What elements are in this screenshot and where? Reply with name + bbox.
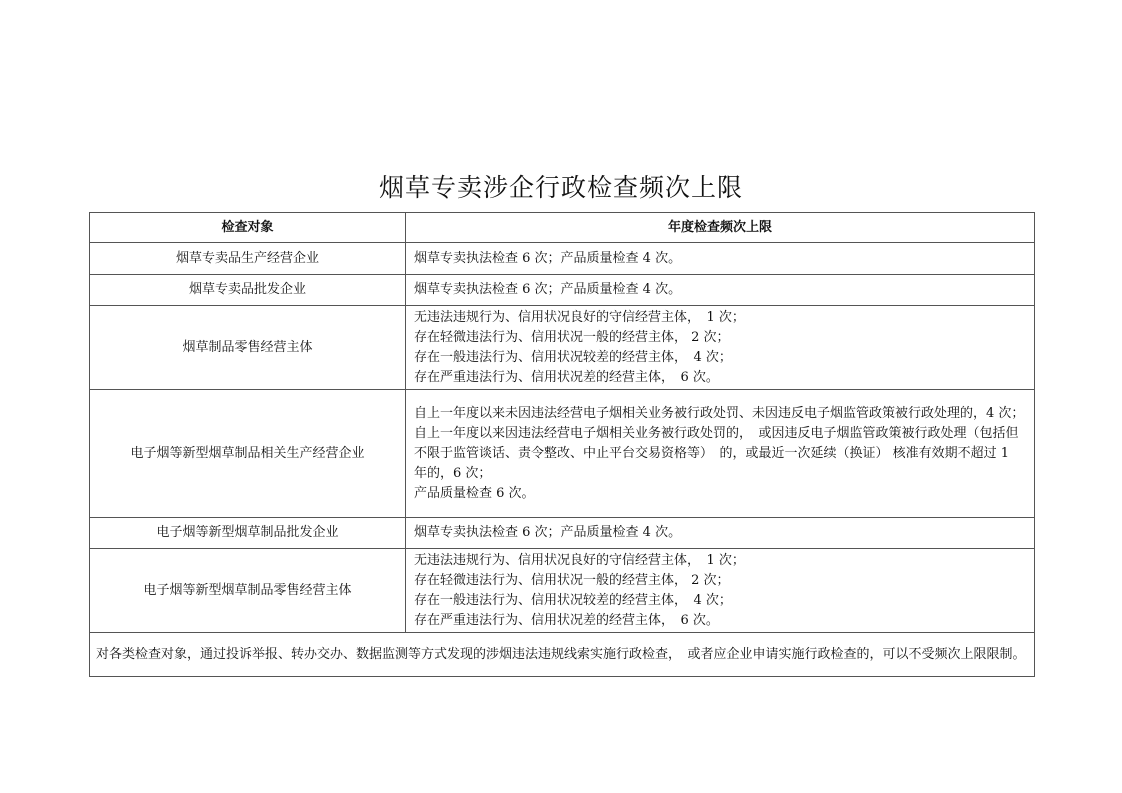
inspection-object-cell: 电子烟等新型烟草制品相关生产经营企业 xyxy=(90,390,406,518)
table-row xyxy=(90,275,1035,306)
limit-line: 烟草专卖执法检查 6 次；产品质量检查 4 次。 xyxy=(414,525,682,540)
limit-line: 自上一年度以来因违法经营电子烟相关业务被行政处罚的， 或因违反电子烟监管政策被行政处理（包括但不限于监管谈话、责令整改、中止平台交易资格等） 的，或最近一次延续（换证） 核准有效期不超过 1 年的，6 次； xyxy=(414,425,1019,481)
limit-line: 烟草专卖执法检查 6 次；产品质量检查 4 次。 xyxy=(414,282,682,297)
limit-line: 存在一般违法行为、信用状况较差的经营主体， 4 次； xyxy=(414,592,732,608)
limit-line: 存在严重违法行为、信用状况差的经营主体， 6 次。 xyxy=(414,369,719,385)
frequency-limit-cell xyxy=(406,243,1035,275)
document-title: 烟草专卖涉企行政检查频次上限 xyxy=(378,173,743,202)
limit-line: 无违法违规行为、信用状况良好的守信经营主体， 1 次； xyxy=(414,552,745,568)
inspection-object-cell: 烟草专卖品批发企业 xyxy=(90,275,406,306)
frequency-limit-cell xyxy=(406,518,1035,549)
frequency-limit-cell xyxy=(406,390,1035,518)
table-row xyxy=(90,306,1035,390)
limit-line: 存在严重违法行为、信用状况差的经营主体， 6 次。 xyxy=(414,612,719,628)
header-annual-limit: 年度检查频次上限 xyxy=(406,213,1035,243)
frequency-limit-cell xyxy=(406,275,1035,306)
inspection-object-cell: 电子烟等新型烟草制品批发企业 xyxy=(90,518,406,549)
header-inspection-object: 检查对象 xyxy=(90,213,406,243)
limit-line: 存在轻微违法行为、信用状况一般的经营主体， 2 次； xyxy=(414,572,730,588)
table-row xyxy=(90,243,1035,275)
frequency-limit-cell xyxy=(406,306,1035,390)
note-row xyxy=(90,633,1035,677)
table-row xyxy=(90,549,1035,633)
inspection-object-cell: 烟草制品零售经营主体 xyxy=(90,306,406,390)
limit-line: 存在轻微违法行为、信用状况一般的经营主体， 2 次； xyxy=(414,329,730,345)
inspection-object-cell: 电子烟等新型烟草制品零售经营主体 xyxy=(90,549,406,633)
inspection-frequency-table xyxy=(89,212,1035,677)
limit-line: 无违法违规行为、信用状况良好的守信经营主体， 1 次； xyxy=(414,309,745,325)
table-row xyxy=(90,518,1035,549)
inspection-object-cell: 烟草专卖品生产经营企业 xyxy=(90,243,406,275)
limit-line: 产品质量检查 6 次。 xyxy=(414,485,535,501)
table-row xyxy=(90,390,1035,518)
exemption-note: 对各类检查对象，通过投诉举报、转办交办、数据监测等方式发现的涉烟违法违规线索实施行政检查， 或者应企业申请实施行政检查的，可以不受频次上限限制。 xyxy=(90,633,1035,677)
frequency-limit-cell xyxy=(406,549,1035,633)
limit-line: 存在一般违法行为、信用状况较差的经营主体， 4 次； xyxy=(414,349,732,365)
table-header-row xyxy=(90,213,1035,243)
limit-line: 自上一年度以来未因违法经营电子烟相关业务被行政处罚、未因违反电子烟监管政策被行政处理的，4 次； xyxy=(414,405,1025,421)
limit-line: 烟草专卖执法检查 6 次；产品质量检查 4 次。 xyxy=(414,250,682,266)
